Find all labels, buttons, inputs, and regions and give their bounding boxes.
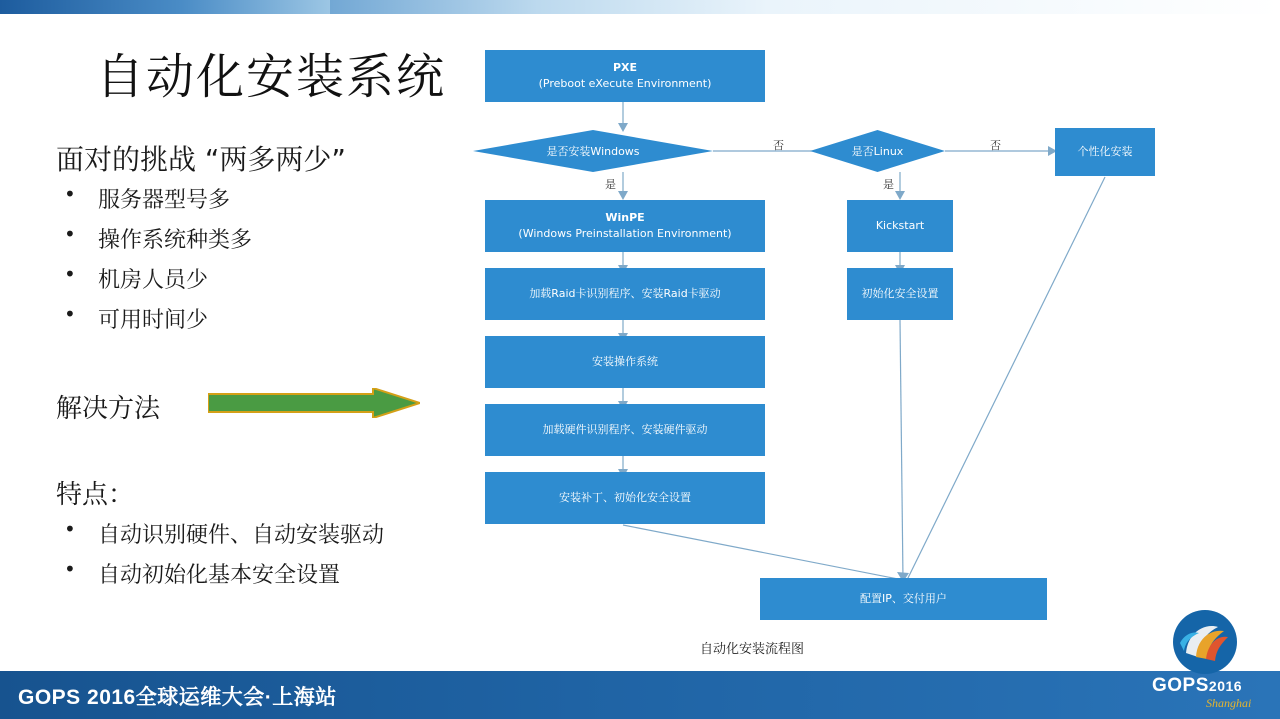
page-title: 自动化安装系统: [96, 49, 447, 105]
node-configure-ip-deliver-label: 配置IP、交付用户: [860, 592, 947, 606]
node-install-os: [485, 336, 765, 388]
list-item: • 机房人员少: [56, 263, 252, 294]
gops-logo-text: GOPS: [1152, 675, 1209, 696]
footer-event-text: GOPS 2016全球运维大会·上海站: [18, 686, 337, 709]
node-question-windows-label: 是否安装Windows: [546, 145, 640, 158]
gops-logo-icon: [1166, 609, 1244, 675]
top-bar-accent: [0, 0, 330, 14]
node-question-linux-label: 是否Linux: [851, 145, 904, 158]
node-question-windows: [473, 130, 713, 172]
node-pxe-line1: PXE: [612, 61, 638, 75]
challenge-list: [56, 183, 252, 343]
edge-label-windows-yes: 是: [605, 178, 616, 191]
node-question-linux: [810, 130, 945, 172]
top-decorative-bar: [0, 0, 1280, 14]
node-custom-install-label: 个性化安装: [1077, 145, 1133, 159]
node-load-hardware-driver-label: 加载硬件识别程序、安装硬件驱动: [542, 423, 708, 437]
flowchart-caption: 自动化安装流程图: [700, 642, 805, 657]
node-configure-ip-deliver: [760, 578, 1047, 620]
list-item: • 服务器型号多: [56, 183, 252, 214]
edge-label-linux-no: 否: [990, 139, 1001, 152]
node-winpe: [485, 200, 765, 252]
node-init-security: [847, 268, 953, 320]
list-item: • 可用时间少: [56, 303, 252, 334]
edge-label-linux-yes: 是: [883, 178, 894, 191]
solution-label: 解决方法: [56, 394, 161, 424]
node-custom-install: [1055, 128, 1155, 176]
node-init-security-label: 初始化安全设置: [861, 287, 939, 301]
gops-logo-wordmark: [1152, 675, 1242, 697]
gops-logo-year: 2016: [1208, 678, 1243, 694]
flowchart: [455, 20, 1255, 670]
list-item: • 自动识别硬件、自动安装驱动: [56, 518, 384, 549]
node-load-raid-driver: [485, 268, 765, 320]
node-install-os-label: 安装操作系统: [592, 355, 658, 369]
challenge-heading: 面对的挑战 “两多两少”: [56, 143, 346, 176]
green-arrow-icon: [208, 388, 420, 418]
gops-logo: [1146, 609, 1266, 713]
node-winpe-line1: WinPE: [605, 211, 645, 225]
list-item: • 自动初始化基本安全设置: [56, 558, 384, 589]
node-kickstart: [847, 200, 953, 252]
node-winpe-line2: (Windows Preinstallation Environment): [518, 227, 732, 240]
edge-label-windows-no: 否: [773, 139, 784, 152]
node-install-patch: [485, 472, 765, 524]
footer-bar: [0, 671, 1280, 719]
node-install-patch-label: 安装补丁、初始化安全设置: [559, 491, 691, 505]
node-load-hardware-driver: [485, 404, 765, 456]
node-kickstart-label: Kickstart: [875, 219, 925, 233]
feature-heading: 特点：: [56, 480, 135, 510]
feature-list: [56, 518, 384, 598]
list-item: • 操作系统种类多: [56, 223, 252, 254]
gops-logo-sub: Shanghai: [1206, 696, 1252, 710]
node-pxe: [485, 50, 765, 102]
node-load-raid-driver-label: 加载Raid卡识别程序、安装Raid卡驱动: [529, 287, 721, 301]
node-pxe-line2: (Preboot eXecute Environment): [538, 77, 712, 90]
